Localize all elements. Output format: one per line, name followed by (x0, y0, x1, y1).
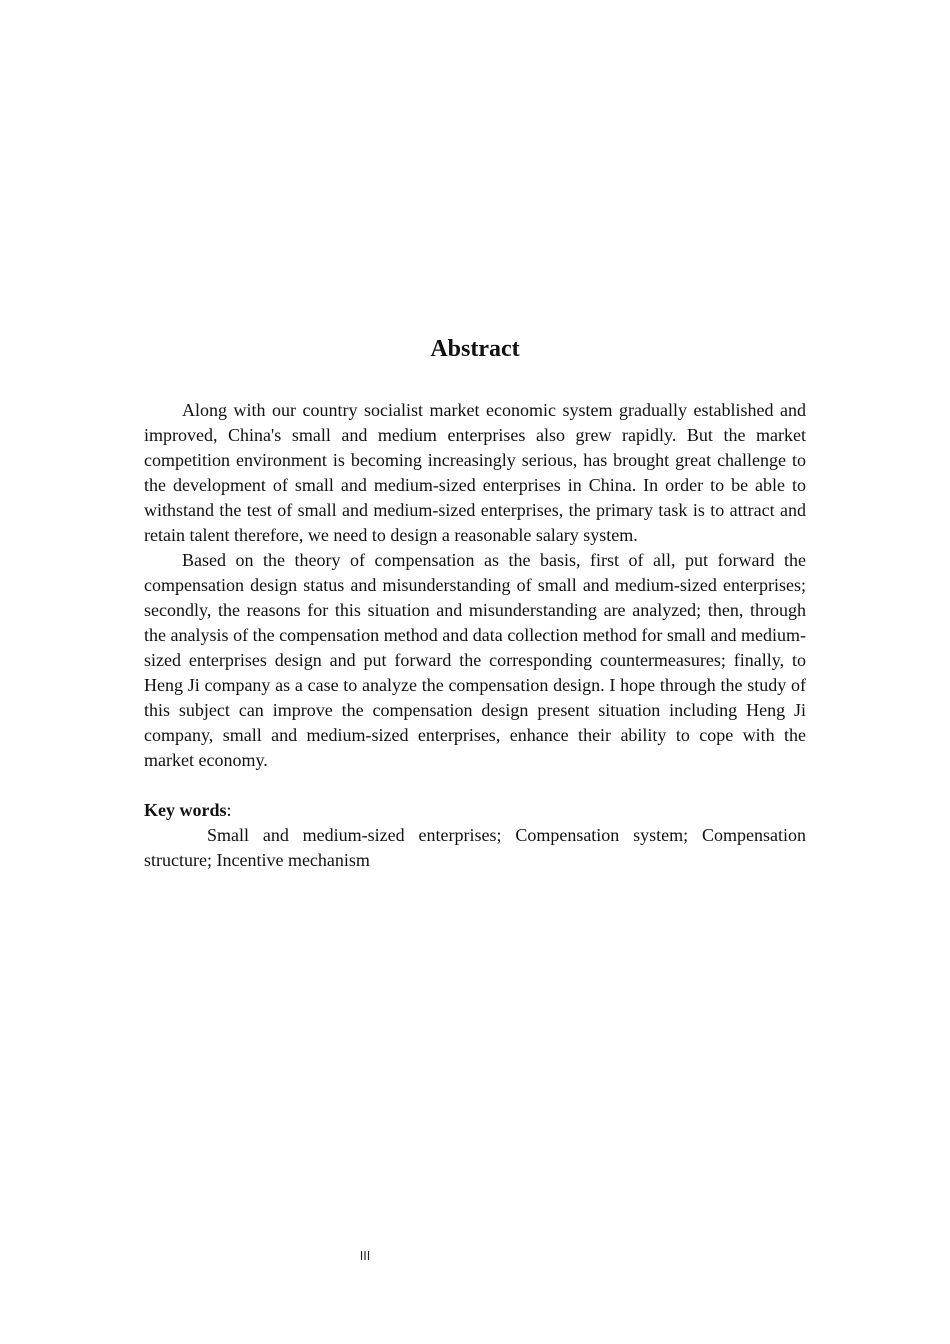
keywords-label: Key words (144, 800, 227, 820)
keywords-heading (144, 798, 806, 823)
keywords-list: Small and medium-sized enterprises; Compensation system; Compensation structure; Incentive mechanism (144, 825, 806, 870)
abstract-paragraph-2: Based on the theory of compensation as the basis, first of all, put forward the compensation design status and misunderstanding of small and medium-sized enterprises; secondly, the reasons for this situation and misunderstanding are analyzed; then, through the analysis of the compensation method and data collection method for small and medium-sized enterprises design and put forward the corresponding countermeasures; finally, to Heng Ji company as a case to analyze the compensation design. I hope through the study of this subject can improve the compensation design present situation including Heng Ji company, small and medium-sized enterprises, enhance their ability to cope with the market economy. (144, 550, 806, 770)
section-spacer (144, 773, 806, 798)
abstract-paragraph-1: Along with our country socialist market economic system gradually established and improved, China's small and medium enterprises also grew rapidly. But the market competition environment is becoming increasingly serious, has brought great challenge to the development of small and medium-sized enterprises in China. In order to be able to withstand the test of small and medium-sized enterprises, the primary task is to attract and retain talent therefore, we need to design a reasonable salary system. (144, 400, 806, 545)
abstract-body (144, 398, 806, 873)
keywords-colon: : (226, 800, 232, 820)
page-number: III (359, 1249, 371, 1263)
abstract-title: Abstract (430, 336, 520, 362)
